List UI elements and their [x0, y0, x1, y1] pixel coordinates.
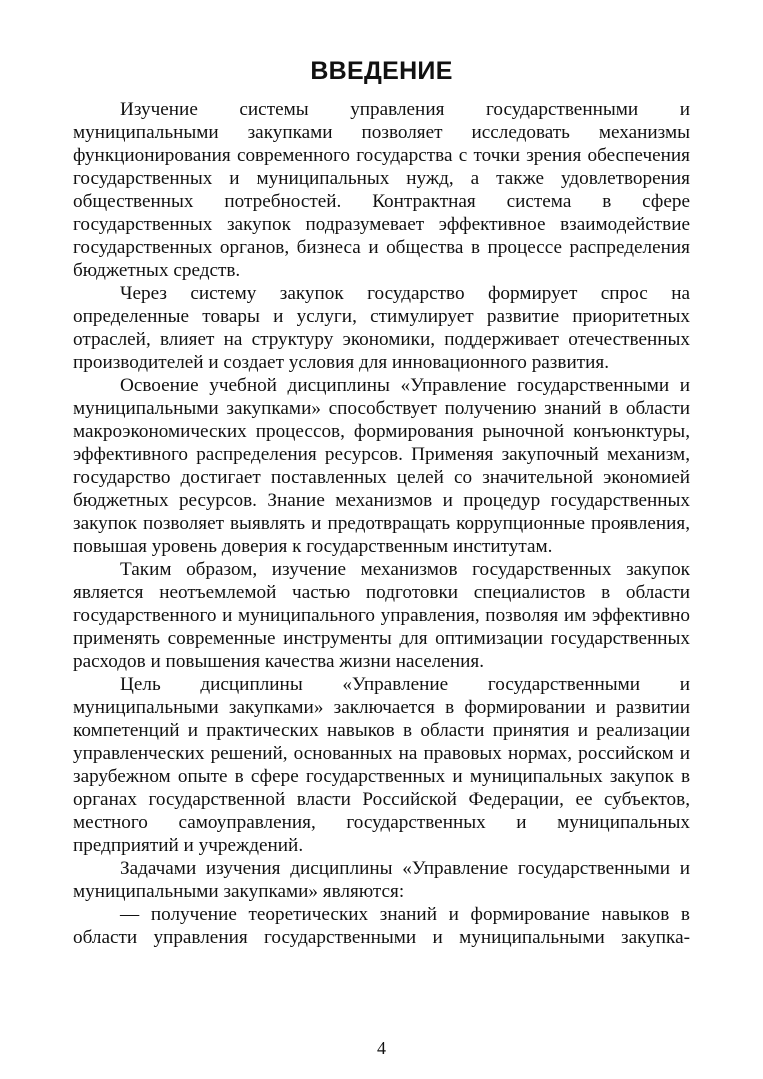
section-heading: ВВЕДЕНИЕ — [310, 57, 453, 85]
paragraph: Таким образом, изучение механизмов государственных закупок является неотъемлемой частью подготовки специалистов в области государственного и муниципального управления, позволяя им эффективно применять современные инструменты для оптимизации государственных расходов и повышения качества жизни населения. — [73, 559, 690, 672]
page-number: 4 — [377, 1038, 386, 1058]
paragraph: Освоение учебной дисциплины «Управление государственными и муниципальными закупками» способствует получению знаний в области макроэкономических процессов, формирования рыночной конъюнктуры, эффективного распределения ресурсов. Применяя закупочный механизм, государство достигает поставленных целей со значительной экономией бюджетных ресурсов. Знание механизмов и процедур государственных закупок позволяет выявлять и предотвращать коррупционные проявления, повышая уровень доверия к государственным институтам. — [73, 375, 690, 557]
list-item: — получение теоретических знаний и формирование навыков в области управления государственными и муниципальными закупка- — [73, 904, 690, 948]
body-text — [73, 98, 690, 949]
paragraph: Цель дисциплины «Управление государственными и муниципальными закупками» заключается в формировании и развитии компетенций и практических навыков в области принятия и реализации управленческих решений, основанных на правовых нормах, российском и зарубежном опыте в сфере государственных и муниципальных закупок в органах государственной власти Российской Федерации, ее субъектов, местного самоуправления, государственных и муниципальных предприятий и учреждений. — [73, 674, 690, 856]
paragraph: Через систему закупок государство формирует спрос на определенные товары и услуги, стимулирует развитие приоритетных отраслей, влияет на структуру экономики, поддерживает отечественных производителей и создает условия для инновационного развития. — [73, 283, 690, 373]
paragraph: Изучение системы управления государственными и муниципальными закупками позволяет исследовать механизмы функционирования современного государства с точки зрения обеспечения государственных и муниципальных нужд, а также удовлетворения общественных потребностей. Контрактная система в сфере государственных закупок подразумевает эффективное взаимодействие государственных органов, бизнеса и общества в процессе распределения бюджетных средств. — [73, 99, 690, 281]
paragraph: Задачами изучения дисциплины «Управление государственными и муниципальными закупками» являются: — [73, 858, 690, 902]
